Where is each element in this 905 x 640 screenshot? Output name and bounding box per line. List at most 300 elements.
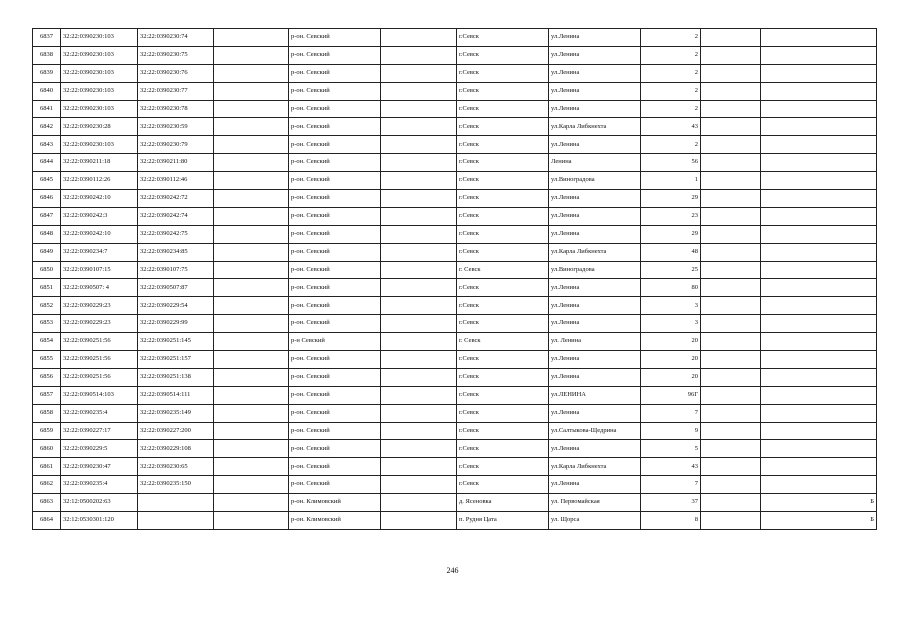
table-row [33, 207, 877, 225]
cell-locality: г.Севск [457, 404, 549, 422]
cell-cadastral-number [138, 512, 214, 530]
cell-district: р-он. Севский [289, 297, 381, 315]
cell-cadastral-number: 32:22:0390230:59 [138, 118, 214, 136]
cell-house-number: 43 [641, 458, 701, 476]
cell-extra [761, 243, 877, 261]
cell-locality: г.Севск [457, 29, 549, 47]
cell-district: р-он. Севский [289, 368, 381, 386]
cell-empty [701, 351, 761, 369]
table-row [33, 154, 877, 172]
cell-cadastral-parent: 32:22:0390229:23 [61, 297, 138, 315]
cell-street: ул. Щорса [549, 512, 641, 530]
cell-street: ул.Карла Либкнехта [549, 243, 641, 261]
cell-empty [214, 154, 289, 172]
cell-cadastral-parent: 32:22:0390514:103 [61, 386, 138, 404]
cell-extra [761, 207, 877, 225]
cell-row-number: 6840 [33, 82, 61, 100]
cell-street: ул.Ленина [549, 476, 641, 494]
cell-row-number: 6845 [33, 172, 61, 190]
cell-empty [214, 386, 289, 404]
cell-house-number: 2 [641, 82, 701, 100]
cell-extra [761, 225, 877, 243]
cell-cadastral-number: 32:22:0390227:200 [138, 422, 214, 440]
cell-house-number: 8 [641, 512, 701, 530]
cell-cadastral-parent: 32:22:0390251:56 [61, 333, 138, 351]
cell-street: Ленина [549, 154, 641, 172]
cell-street: ул.Ленина [549, 136, 641, 154]
cell-house-number: 20 [641, 333, 701, 351]
cell-district: р-он. Климовский [289, 512, 381, 530]
cell-row-number: 6841 [33, 100, 61, 118]
cell-extra [761, 368, 877, 386]
cell-house-number: 2 [641, 100, 701, 118]
cell-empty [214, 297, 289, 315]
cell-cadastral-number: 32:22:0390251:138 [138, 368, 214, 386]
cell-district: р-он. Севский [289, 422, 381, 440]
cell-extra: Б [761, 494, 877, 512]
cell-locality: г.Севск [457, 440, 549, 458]
cell-empty [701, 100, 761, 118]
cell-house-number: 5 [641, 440, 701, 458]
cell-locality: д. Ясеновка [457, 494, 549, 512]
cell-empty [701, 368, 761, 386]
cell-extra: Б [761, 512, 877, 530]
cell-locality: г.Севск [457, 351, 549, 369]
cell-row-number: 6863 [33, 494, 61, 512]
cell-cadastral-number: 32:22:0390251:157 [138, 351, 214, 369]
page-number: 246 [446, 566, 459, 575]
table-row [33, 368, 877, 386]
cell-empty [381, 440, 457, 458]
cell-cadastral-parent: 32:22:0390230:28 [61, 118, 138, 136]
cell-house-number: 20 [641, 368, 701, 386]
cell-district: р-он. Севский [289, 261, 381, 279]
cell-district: р-он. Севский [289, 46, 381, 64]
cell-empty [381, 333, 457, 351]
cell-house-number: 29 [641, 225, 701, 243]
cell-street: ул.Ленина [549, 225, 641, 243]
cell-row-number: 6857 [33, 386, 61, 404]
cell-district: р-он. Севский [289, 118, 381, 136]
table-row [33, 476, 877, 494]
cell-district: р-он. Севский [289, 154, 381, 172]
cell-district: р-он. Севский [289, 351, 381, 369]
cell-cadastral-number: 32:22:0390230:75 [138, 46, 214, 64]
cell-empty [701, 440, 761, 458]
cell-district: р-он. Севский [289, 476, 381, 494]
cell-locality: г.Севск [457, 118, 549, 136]
cell-extra [761, 64, 877, 82]
cell-empty [214, 46, 289, 64]
cell-street: ул. Ленина [549, 333, 641, 351]
cell-extra [761, 172, 877, 190]
cell-empty [381, 315, 457, 333]
cell-cadastral-number: 32:22:0390230:79 [138, 136, 214, 154]
cell-district: р-н Севский [289, 333, 381, 351]
cell-cadastral-parent: 32:22:0390242:10 [61, 225, 138, 243]
cell-empty [214, 351, 289, 369]
cell-extra [761, 351, 877, 369]
cell-empty [701, 333, 761, 351]
cell-house-number: 56 [641, 154, 701, 172]
cell-empty [701, 225, 761, 243]
cell-street: ул. Первомайская [549, 494, 641, 512]
cell-extra [761, 404, 877, 422]
cell-cadastral-parent: 32:22:0390242:10 [61, 190, 138, 208]
cell-cadastral-parent: 32:22:0390230:103 [61, 100, 138, 118]
cell-cadastral-parent: 32:12:0500202:63 [61, 494, 138, 512]
cell-empty [381, 190, 457, 208]
cell-locality: г.Севск [457, 136, 549, 154]
cell-street: ул.Ленина [549, 82, 641, 100]
cell-row-number: 6847 [33, 207, 61, 225]
cell-row-number: 6864 [33, 512, 61, 530]
cell-extra [761, 261, 877, 279]
cell-house-number: 80 [641, 279, 701, 297]
cell-empty [381, 368, 457, 386]
cell-street: ул.Карла Либкнехта [549, 458, 641, 476]
cell-row-number: 6852 [33, 297, 61, 315]
cell-locality: г.Севск [457, 172, 549, 190]
cell-locality: г.Севск [457, 46, 549, 64]
cell-extra [761, 333, 877, 351]
cell-extra [761, 118, 877, 136]
cell-empty [214, 315, 289, 333]
cell-house-number: 37 [641, 494, 701, 512]
cell-empty [381, 207, 457, 225]
cell-house-number: 43 [641, 118, 701, 136]
cell-house-number: 2 [641, 64, 701, 82]
cell-empty [214, 82, 289, 100]
cell-empty [701, 297, 761, 315]
cell-cadastral-number: 32:22:0390242:72 [138, 190, 214, 208]
cell-empty [701, 82, 761, 100]
cell-empty [701, 512, 761, 530]
cell-extra [761, 315, 877, 333]
cell-house-number: 3 [641, 315, 701, 333]
cell-empty [381, 82, 457, 100]
cell-cadastral-parent: 32:22:0390251:56 [61, 368, 138, 386]
cell-empty [214, 100, 289, 118]
cell-empty [381, 512, 457, 530]
cell-empty [381, 29, 457, 47]
registry-table [32, 28, 877, 530]
cell-empty [701, 315, 761, 333]
cell-cadastral-parent: 32:22:0390229:5 [61, 440, 138, 458]
cell-empty [701, 476, 761, 494]
cell-empty [381, 404, 457, 422]
cell-house-number: 29 [641, 190, 701, 208]
cell-empty [214, 190, 289, 208]
cell-cadastral-number: 32:22:0390230:76 [138, 64, 214, 82]
cell-district: р-он. Севский [289, 136, 381, 154]
cell-empty [214, 29, 289, 47]
cell-empty [381, 243, 457, 261]
cell-empty [214, 172, 289, 190]
cell-house-number: 3 [641, 297, 701, 315]
cell-street: ул.Ленина [549, 368, 641, 386]
cell-cadastral-parent: 32:22:0390230:103 [61, 82, 138, 100]
cell-extra [761, 476, 877, 494]
table-row [33, 315, 877, 333]
cell-cadastral-number: 32:22:0390235:149 [138, 404, 214, 422]
table-row [33, 190, 877, 208]
table-row [33, 172, 877, 190]
cell-street: ул.Ленина [549, 29, 641, 47]
cell-cadastral-parent: 32:22:0390230:103 [61, 46, 138, 64]
cell-row-number: 6862 [33, 476, 61, 494]
cell-row-number: 6858 [33, 404, 61, 422]
cell-street: ул.Ленина [549, 190, 641, 208]
table-body [33, 29, 877, 530]
cell-house-number: 7 [641, 404, 701, 422]
cell-empty [381, 422, 457, 440]
cell-district: р-он. Севский [289, 100, 381, 118]
cell-extra [761, 154, 877, 172]
table-row [33, 333, 877, 351]
table-row [33, 225, 877, 243]
cell-locality: г.Севск [457, 368, 549, 386]
cell-empty [214, 261, 289, 279]
cell-cadastral-parent: 32:22:0390235:4 [61, 404, 138, 422]
cell-empty [214, 279, 289, 297]
cell-empty [701, 154, 761, 172]
cell-street: ул.Виноградова [549, 261, 641, 279]
cell-extra [761, 297, 877, 315]
cell-empty [214, 440, 289, 458]
cell-empty [381, 279, 457, 297]
cell-cadastral-parent: 32:22:0390227:17 [61, 422, 138, 440]
cell-cadastral-number [138, 494, 214, 512]
cell-cadastral-parent: 32:22:0390230:103 [61, 136, 138, 154]
cell-extra [761, 279, 877, 297]
table-row [33, 243, 877, 261]
cell-empty [381, 64, 457, 82]
cell-district: р-он. Севский [289, 404, 381, 422]
cell-locality: г.Севск [457, 315, 549, 333]
cell-empty [214, 404, 289, 422]
cell-empty [214, 368, 289, 386]
cell-empty [701, 136, 761, 154]
cell-street: ул.ЛЕНИНА [549, 386, 641, 404]
cell-cadastral-parent: 32:22:0390112:26 [61, 172, 138, 190]
cell-street: ул.Ленина [549, 404, 641, 422]
cell-house-number: 20 [641, 351, 701, 369]
cell-cadastral-number: 32:22:0390230:65 [138, 458, 214, 476]
cell-row-number: 6844 [33, 154, 61, 172]
cell-cadastral-number: 32:22:0390229:54 [138, 297, 214, 315]
cell-cadastral-parent: 32:22:0390235:4 [61, 476, 138, 494]
cell-empty [381, 386, 457, 404]
cell-street: ул.Ленина [549, 100, 641, 118]
cell-extra [761, 440, 877, 458]
cell-street: ул.Ленина [549, 440, 641, 458]
table-row [33, 458, 877, 476]
cell-extra [761, 190, 877, 208]
cell-row-number: 6859 [33, 422, 61, 440]
cell-cadastral-number: 32:22:0390242:74 [138, 207, 214, 225]
cell-empty [701, 64, 761, 82]
cell-row-number: 6856 [33, 368, 61, 386]
cell-extra [761, 386, 877, 404]
cell-street: ул.Салтыкова-Щедрина [549, 422, 641, 440]
cell-empty [214, 422, 289, 440]
cell-empty [701, 458, 761, 476]
table-row [33, 404, 877, 422]
cell-empty [381, 494, 457, 512]
cell-empty [381, 172, 457, 190]
cell-empty [701, 386, 761, 404]
cell-row-number: 6848 [33, 225, 61, 243]
cell-cadastral-number: 32:22:0390242:75 [138, 225, 214, 243]
cell-row-number: 6851 [33, 279, 61, 297]
cell-house-number: 2 [641, 46, 701, 64]
cell-locality: г. Севск [457, 261, 549, 279]
cell-row-number: 6837 [33, 29, 61, 47]
cell-empty [214, 512, 289, 530]
cell-empty [381, 351, 457, 369]
cell-cadastral-parent: 32:22:0390234:7 [61, 243, 138, 261]
table-row [33, 29, 877, 47]
cell-district: р-он. Севский [289, 386, 381, 404]
cell-empty [701, 422, 761, 440]
cell-empty [701, 172, 761, 190]
cell-locality: г.Севск [457, 297, 549, 315]
cell-house-number: 2 [641, 29, 701, 47]
table-row [33, 440, 877, 458]
cell-cadastral-number: 32:22:0390514:111 [138, 386, 214, 404]
cell-empty [214, 225, 289, 243]
cell-empty [701, 118, 761, 136]
cell-locality: г.Севск [457, 386, 549, 404]
cell-locality: г.Севск [457, 190, 549, 208]
cell-empty [381, 261, 457, 279]
table-row [33, 279, 877, 297]
table-row [33, 118, 877, 136]
cell-cadastral-parent: 32:22:0390251:56 [61, 351, 138, 369]
cell-cadastral-parent: 32:22:0390230:103 [61, 29, 138, 47]
cell-locality: п. Рудня Цата [457, 512, 549, 530]
cell-empty [701, 261, 761, 279]
cell-empty [214, 494, 289, 512]
cell-empty [381, 118, 457, 136]
cell-locality: г.Севск [457, 279, 549, 297]
cell-empty [701, 207, 761, 225]
cell-locality: г.Севск [457, 154, 549, 172]
cell-district: р-он. Севский [289, 315, 381, 333]
cell-empty [214, 136, 289, 154]
table-row [33, 136, 877, 154]
cell-cadastral-number: 32:22:0390211:80 [138, 154, 214, 172]
cell-district: р-он. Севский [289, 82, 381, 100]
cell-empty [381, 458, 457, 476]
cell-locality: г. Севск [457, 333, 549, 351]
cell-street: ул.Виноградова [549, 172, 641, 190]
table-row [33, 494, 877, 512]
cell-cadastral-parent: 32:22:0390242:3 [61, 207, 138, 225]
cell-empty [381, 136, 457, 154]
cell-locality: г.Севск [457, 422, 549, 440]
cell-empty [381, 46, 457, 64]
table-row [33, 100, 877, 118]
cell-cadastral-parent: 32:22:0390230:103 [61, 64, 138, 82]
cell-street: ул.Ленина [549, 297, 641, 315]
table-row [33, 386, 877, 404]
cell-cadastral-number: 32:22:0390229:99 [138, 315, 214, 333]
cell-extra [761, 46, 877, 64]
cell-cadastral-parent: 32:22:0390211:18 [61, 154, 138, 172]
table-row [33, 297, 877, 315]
cell-district: р-он. Севский [289, 458, 381, 476]
cell-row-number: 6854 [33, 333, 61, 351]
cell-district: р-он. Севский [289, 440, 381, 458]
cell-locality: г.Севск [457, 82, 549, 100]
cell-house-number: 96Г [641, 386, 701, 404]
cell-row-number: 6838 [33, 46, 61, 64]
table-row [33, 422, 877, 440]
cell-row-number: 6849 [33, 243, 61, 261]
cell-street: ул.Ленина [549, 46, 641, 64]
table-row [33, 46, 877, 64]
cell-street: ул.Ленина [549, 64, 641, 82]
cell-street: ул.Ленина [549, 279, 641, 297]
cell-row-number: 6850 [33, 261, 61, 279]
cell-extra [761, 458, 877, 476]
cell-house-number: 9 [641, 422, 701, 440]
cell-row-number: 6853 [33, 315, 61, 333]
table-row [33, 261, 877, 279]
cell-empty [214, 207, 289, 225]
cell-empty [701, 404, 761, 422]
table-row [33, 82, 877, 100]
cell-cadastral-number: 32:22:0390507:87 [138, 279, 214, 297]
cell-row-number: 6846 [33, 190, 61, 208]
cell-house-number: 2 [641, 136, 701, 154]
cell-locality: г.Севск [457, 225, 549, 243]
cell-row-number: 6861 [33, 458, 61, 476]
cell-district: р-он. Севский [289, 207, 381, 225]
cell-cadastral-number: 32:22:0390229:108 [138, 440, 214, 458]
cell-extra [761, 82, 877, 100]
table-row [33, 351, 877, 369]
cell-row-number: 6839 [33, 64, 61, 82]
table-row [33, 512, 877, 530]
cell-empty [381, 225, 457, 243]
cell-empty [701, 279, 761, 297]
cell-locality: г.Севск [457, 458, 549, 476]
cell-extra [761, 422, 877, 440]
cell-cadastral-number: 32:22:0390251:145 [138, 333, 214, 351]
cell-row-number: 6842 [33, 118, 61, 136]
cell-district: р-он. Севский [289, 243, 381, 261]
cell-extra [761, 136, 877, 154]
cell-empty [214, 458, 289, 476]
table-row [33, 64, 877, 82]
cell-cadastral-number: 32:22:0390112:46 [138, 172, 214, 190]
cell-locality: г.Севск [457, 64, 549, 82]
cell-extra [761, 29, 877, 47]
cell-empty [701, 46, 761, 64]
cell-empty [701, 29, 761, 47]
cell-empty [214, 476, 289, 494]
cell-house-number: 48 [641, 243, 701, 261]
cell-district: р-он. Севский [289, 279, 381, 297]
cell-empty [381, 297, 457, 315]
cell-cadastral-parent: 32:12:0530301:120 [61, 512, 138, 530]
cell-cadastral-number: 32:22:0390230:77 [138, 82, 214, 100]
cell-empty [701, 494, 761, 512]
cell-district: р-он. Севский [289, 225, 381, 243]
